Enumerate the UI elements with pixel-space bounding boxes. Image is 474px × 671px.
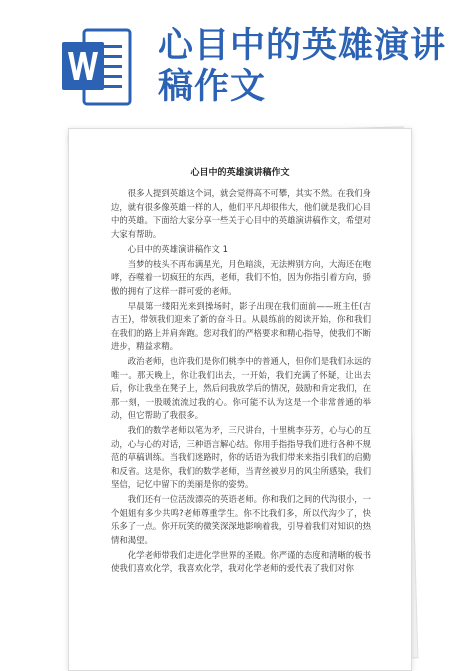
paragraph: 我们的数学老师以笔为矛，三尺讲台，十里桃李芬芳，心与心的互动，心与心的对话，三种语言解心结。你用手指指导我们进行各种不规范的草稿训练。当我们迷路时，你的话语为我们带来来指引我们的启勤和反省。这是你，我们的数学老师，当青丝被岁月的风尘所感染，我们坚信，记忆中留下的美丽是你的姿势。	[111, 425, 371, 489]
section-heading: 心目中的英雄演讲稿作文 1	[127, 243, 228, 254]
header-banner	[0, 0, 474, 125]
paragraph: 很多人提到英雄这个词，就会觉得高不可攀，其实不然。在我们身边，就有很多像英雄一样的人，他们平凡却很伟大，他们就是我们心目中的英雄。下面给大家分享一些关于心目中的英雄演讲稿作文，希望对大家有帮助。	[111, 188, 371, 239]
banner-title	[158, 26, 468, 108]
document-page	[68, 128, 412, 671]
paragraph: 政治老师，也许我们是你们桃李中的普通人，但你们是我们永远的唯一。那天晚上，你让我们出去，一开始，我们充满了怀疑，让出去后，你让我坐在凳子上，然后问我放学后的情况，鼓励和肯定我们，在那一刻，一股暖流流过我的心。你可能不认为这是一个非常普通的举动，但它帮助了我很多。	[111, 356, 371, 420]
banner-title-line-2: 稿作文	[158, 67, 267, 107]
paragraph: 我们还有一位活泼漂亮的英语老师。你和我们之间的代沟很小，一个姐姐有多少共鸣?老师尊重学生。你不比我们多，所以代沟少了，快乐多了一点。你开玩笑的微笑深深地影响着我，引导着我们对知识的热情和渴望。	[111, 494, 371, 545]
document-body	[111, 187, 371, 577]
paragraph: 化学老师带我们走进化学世界的圣殿。你严谨的态度和清晰的板书使我们喜欢化学，我喜欢化学，我对化学老师的爱代表了我们对你	[111, 549, 371, 573]
word-document-icon	[62, 28, 132, 106]
document-title: 心目中的英雄演讲稿作文	[190, 168, 290, 178]
paragraph: 当梦的枝头不再布满星光，月色暗淡，无法辨别方向，大海还在咆哮，吞噬着一切疯狂的东西，老师，我们不怕，因为你指引着方向，骄傲的拥有了这样一群可爱的老师。	[111, 258, 371, 296]
paragraph: 早晨第一缕阳光来到操场时，影子出现在我们面前——班主任(吉吉王)，带领我们迎来了新的奋斗日。从晨练前的阅读开始，你和我们在我们的路上并肩奔跑。您对我们的严格要求和精心指导，使我们不断进步，精益求精。	[111, 300, 371, 351]
banner-title-line-1: 心目中的英雄演讲	[158, 26, 447, 66]
